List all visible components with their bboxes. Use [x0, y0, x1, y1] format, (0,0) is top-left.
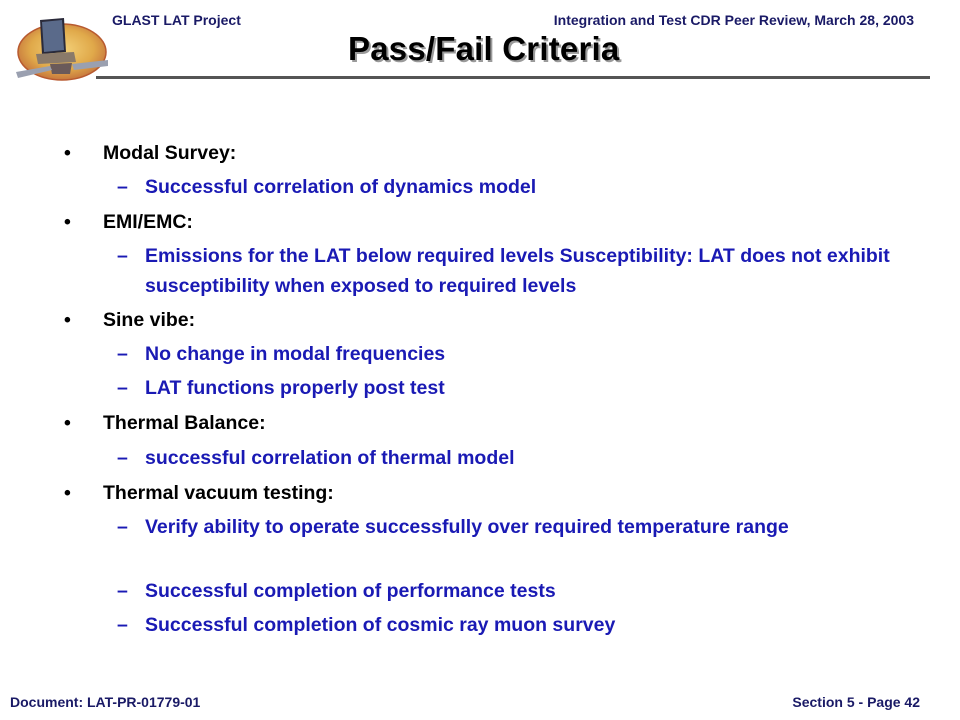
header-project: GLAST LAT Project	[112, 12, 241, 28]
bullet-marker: •	[64, 482, 71, 504]
footer-page: Section 5 - Page 42	[792, 694, 920, 710]
footer-document: Document: LAT-PR-01779-01	[10, 694, 201, 710]
dash-marker: –	[117, 245, 128, 267]
sub-item-text: LAT functions properly post test	[145, 377, 445, 399]
sub-item-text: Successful completion of performance tests	[145, 580, 556, 602]
bullet-marker: •	[64, 412, 71, 434]
sub-item-text: successful correlation of thermal model	[145, 447, 515, 469]
bullet-text: EMI/EMC:	[103, 211, 193, 233]
bullet-marker: •	[64, 211, 71, 233]
sub-item-text: Successful completion of cosmic ray muon survey	[145, 614, 616, 636]
sub-item-text: Verify ability to operate successfully over required temperature range	[145, 516, 789, 538]
bullet-text: Sine vibe:	[103, 309, 196, 331]
sub-item-text: Emissions for the LAT below required levels Susceptibility: LAT does not exhibit susceptibility when exposed to required levels	[145, 245, 890, 297]
bullet-text: Thermal vacuum testing:	[103, 482, 334, 504]
dash-marker: –	[117, 377, 128, 399]
sub-item-text: No change in modal frequencies	[145, 343, 446, 365]
dash-marker: –	[117, 176, 128, 198]
page-title: Pass/Fail Criteria	[348, 30, 620, 67]
sub-item-text: Successful correlation of dynamics model	[145, 176, 537, 198]
glast-satellite-logo-icon	[10, 8, 110, 88]
dash-marker: –	[117, 447, 128, 469]
bullet-text: Thermal Balance:	[103, 412, 266, 434]
dash-marker: –	[117, 580, 128, 602]
bullet-text: Modal Survey:	[103, 142, 237, 164]
bullet-marker: •	[64, 142, 71, 164]
header-review: Integration and Test CDR Peer Review, March 28, 2003	[553, 12, 914, 28]
bullet-marker: •	[64, 309, 71, 331]
title-divider	[96, 76, 930, 79]
dash-marker: –	[117, 614, 128, 636]
dash-marker: –	[117, 343, 128, 365]
dash-marker: –	[117, 516, 128, 538]
